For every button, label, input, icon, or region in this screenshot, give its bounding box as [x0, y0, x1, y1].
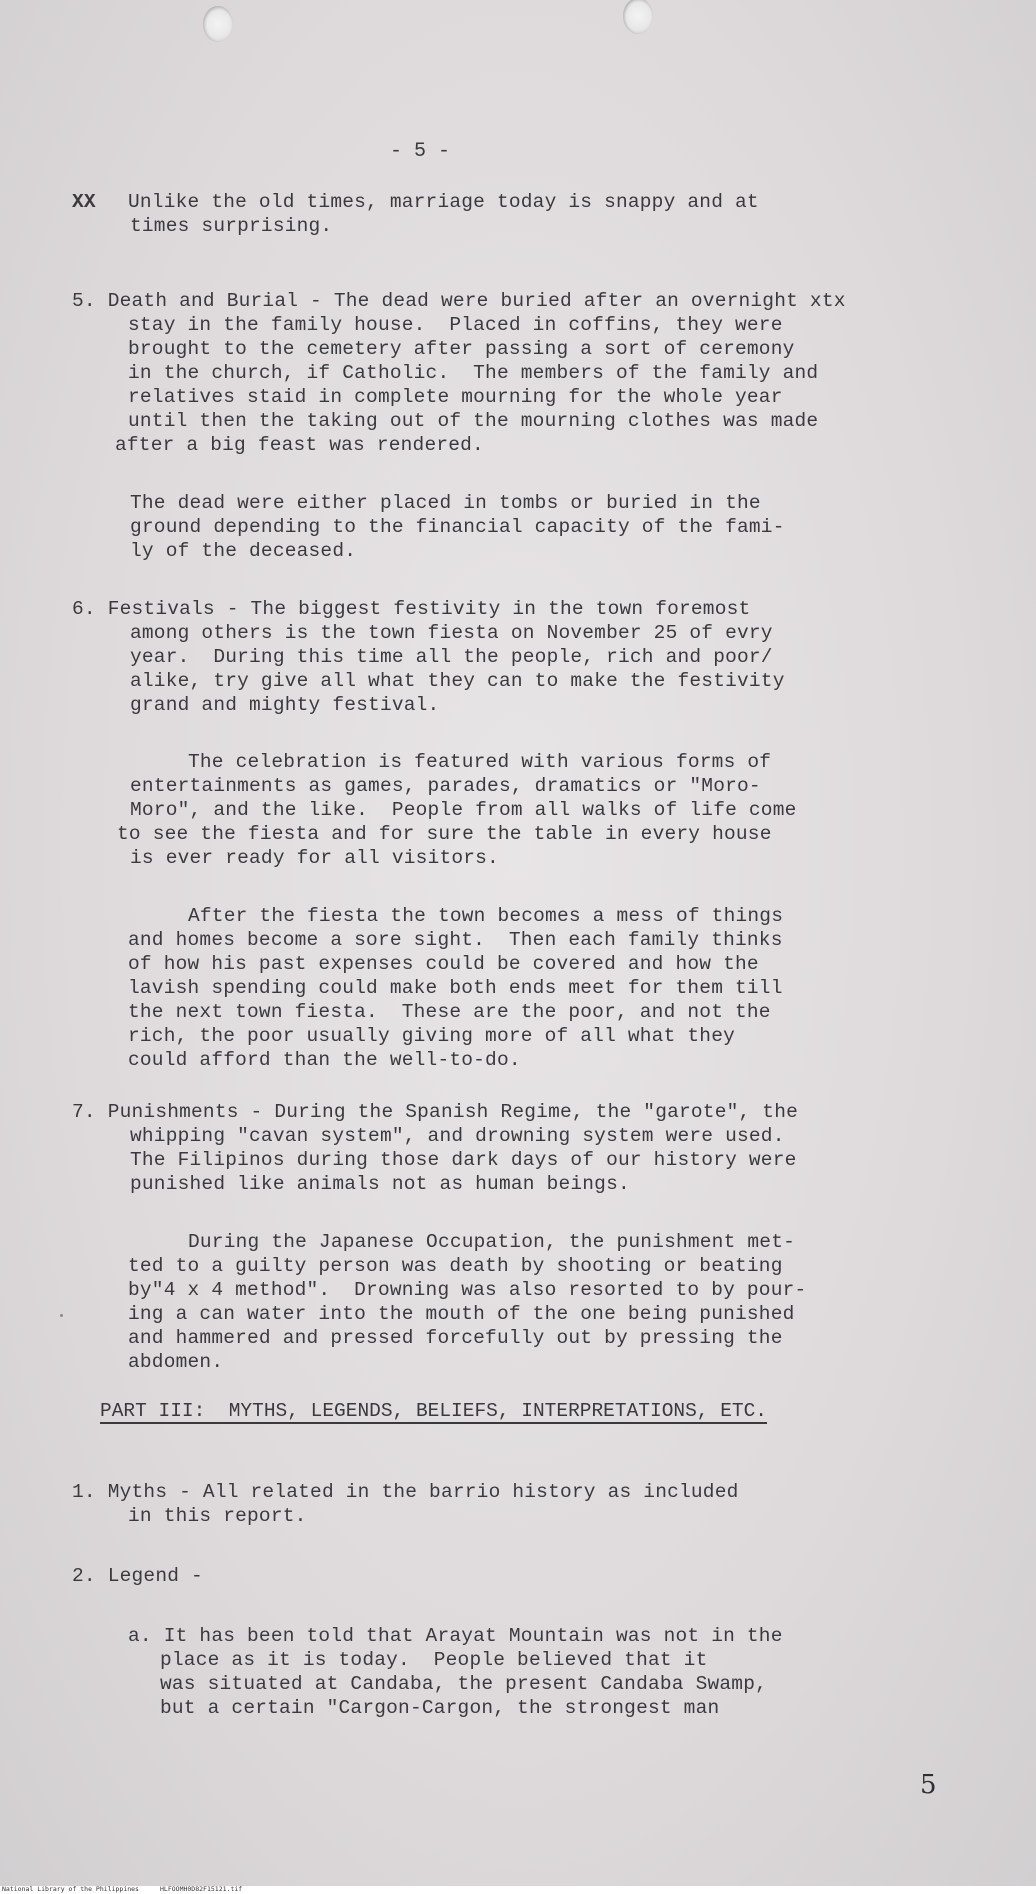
text-line: ground depending to the financial capacity of the fami- — [130, 516, 785, 538]
text-line: to see the fiesta and for sure the table in every house — [117, 823, 772, 845]
text-line: The dead were either placed in tombs or buried in the — [130, 492, 761, 514]
scan-footer — [0, 1886, 1036, 1894]
text-line: was situated at Candaba, the present Candaba Swamp, — [160, 1673, 767, 1695]
text-line: and homes become a sore sight. Then each family thinks — [128, 929, 783, 951]
text-line: whipping "cavan system", and drowning system were used. — [130, 1125, 785, 1147]
text-line: entertainments as games, parades, dramatics or "Moro- — [130, 775, 761, 797]
text-line: relatives staid in complete mourning for the whole year — [128, 386, 783, 408]
text-line: 7. Punishments - During the Spanish Regime, the "garote", the — [72, 1101, 799, 1123]
text-line: During the Japanese Occupation, the punishment met- — [188, 1231, 795, 1253]
text-line: brought to the cemetery after passing a sort of ceremony — [128, 338, 795, 360]
margin-speck — [60, 1314, 63, 1317]
struck-mark: XX — [72, 191, 96, 213]
text-line: place as it is today. People believed that it — [160, 1649, 708, 1671]
text-line: the next town fiesta. These are the poor, and not the — [128, 1001, 771, 1023]
text-line: in the church, if Catholic. The members of the family and — [128, 362, 819, 384]
text-line: The celebration is featured with various forms of — [188, 751, 772, 773]
text-line: ing a can water into the mouth of the one being punished — [128, 1303, 795, 1325]
text-line: among others is the town fiesta on November 25 of evry — [130, 622, 773, 644]
text-line: times surprising. — [130, 215, 333, 237]
text-line: alike, try give all what they can to make the festivity — [130, 670, 785, 692]
text-line: abdomen. — [128, 1351, 224, 1373]
text-line: and hammered and pressed forcefully out by pressing the — [128, 1327, 783, 1349]
text-line: in this report. — [128, 1505, 307, 1527]
text-line: of how his past expenses could be covered and how the — [128, 953, 759, 975]
page-number: - 5 - — [390, 140, 451, 163]
text-line: rich, the poor usually giving more of all what they — [128, 1025, 735, 1047]
text-line: is ever ready for all visitors. — [130, 847, 499, 869]
text-line: ly of the deceased. — [130, 540, 357, 562]
handwritten-page-number: 5 — [920, 1770, 937, 1800]
text-line: year. During this time all the people, rich and poor/ — [130, 646, 773, 668]
section-heading: PART III: MYTHS, LEGENDS, BELIEFS, INTERPRETATIONS, ETC. — [100, 1400, 768, 1422]
text-line: could afford than the well-to-do. — [128, 1049, 521, 1071]
text-line: stay in the family house. Placed in coffins, they were — [128, 314, 783, 336]
text-line: 1. Myths - All related in the barrio history as included — [72, 1481, 739, 1503]
text-line: The Filipinos during those dark days of our history were — [130, 1149, 797, 1171]
text-line: 5. Death and Burial - The dead were buried after an overnight xtx — [72, 290, 846, 312]
text-line: punished like animals not as human beings. — [130, 1173, 630, 1195]
text-line: but a certain "Cargon-Cargon, the strongest man — [160, 1697, 720, 1719]
text-line: ted to a guilty person was death by shooting or beating — [128, 1255, 783, 1277]
text-line: a. It has been told that Arayat Mountain was not in the — [128, 1625, 783, 1647]
text-line: after a big feast was rendered. — [115, 434, 484, 456]
text-line: lavish spending could make both ends meet for them till — [128, 977, 783, 999]
footer-file: HLFOOMH0D82F15121.tif — [160, 1885, 243, 1893]
text-line: grand and mighty festival. — [130, 694, 440, 716]
text-line: 6. Festivals - The biggest festivity in the town foremost — [72, 598, 751, 620]
text-line: Moro", and the like. People from all walks of life come — [130, 799, 797, 821]
footer-library: National Library of the Philippines — [2, 1885, 139, 1893]
text-line: by"4 x 4 method". Drowning was also resorted to by pour- — [128, 1279, 807, 1301]
punch-hole-right — [623, 0, 653, 34]
text-line: until then the taking out of the mourning clothes was made — [128, 410, 819, 432]
text-line: Unlike the old times, marriage today is snappy and at — [128, 191, 759, 213]
punch-hole-left — [203, 6, 233, 42]
text-line: After the fiesta the town becomes a mess of things — [188, 905, 784, 927]
text-line: 2. Legend - — [72, 1565, 203, 1587]
